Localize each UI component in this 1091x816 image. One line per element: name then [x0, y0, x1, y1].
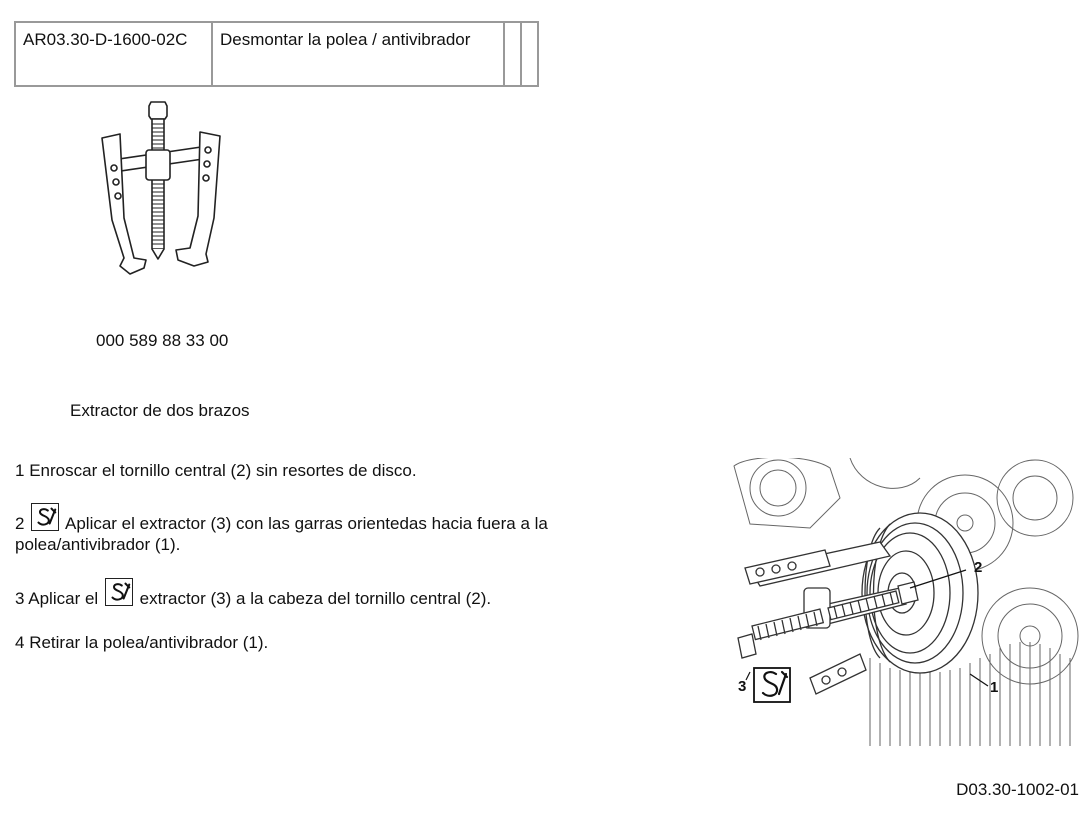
step-number: 3 [15, 589, 25, 608]
step-1 [15, 460, 655, 481]
callout-1: 1 [990, 679, 999, 696]
special-tool-icon [31, 503, 59, 531]
step-text-prefix: Aplicar el [28, 589, 99, 608]
header-empty-cell [521, 22, 538, 86]
callout-3: 3 [738, 678, 747, 695]
header-table [14, 21, 539, 87]
step-text: extractor (3) a la cabeza del tornillo central (2). [139, 589, 492, 608]
step-text: Enroscar el tornillo central (2) sin resortes de disco. [29, 461, 417, 480]
tool-part-number: 000 589 88 33 00 [96, 331, 229, 350]
step-4 [15, 632, 655, 653]
figure-reference: D03.30-1002-01 [956, 780, 1079, 799]
header-empty-cell [504, 22, 521, 86]
document-title: Desmontar la polea / antivibrador [212, 22, 504, 86]
callout-2: 2 [974, 559, 983, 576]
step-text: Aplicar el extractor (3) con las garras orientedas hacia fuera a la polea/antivibrador (1). [15, 514, 548, 554]
step-text: Retirar la polea/antivibrador (1). [29, 633, 269, 652]
step-2 [15, 503, 655, 555]
step-3 [15, 578, 655, 609]
step-number: 1 [15, 461, 25, 480]
step-number: 4 [15, 633, 25, 652]
tool-name: Extractor de dos brazos [70, 401, 250, 420]
step-number: 2 [15, 514, 25, 533]
pulley-puller-figure [730, 458, 1080, 746]
document-code: AR03.30-D-1600-02C [15, 22, 212, 86]
two-arm-puller-illustration [90, 98, 230, 280]
special-tool-icon [105, 578, 133, 606]
